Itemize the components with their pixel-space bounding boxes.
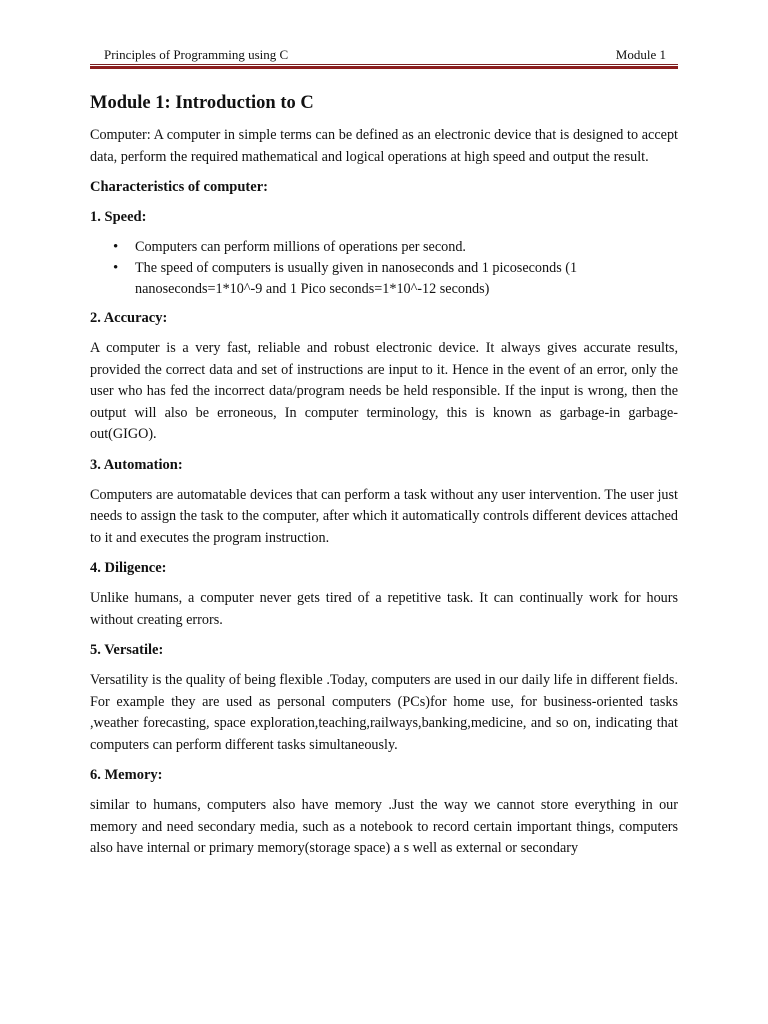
versatile-heading: 5. Versatile: (90, 642, 164, 658)
module-title: Module 1: Introduction to C (90, 93, 314, 113)
list-item: • Computers can perform millions of operations per second. (135, 237, 678, 258)
diligence-paragraph: Unlike humans, a computer never gets tired of a repetitive task. It can continually work for hours without creating errors. (90, 590, 678, 628)
speed-bullet-list (90, 237, 678, 300)
memory-heading: 6. Memory: (90, 767, 163, 783)
header-rule-thick (90, 66, 678, 69)
header-module-label: Module 1 (615, 47, 666, 62)
intro-paragraph: Computer: A computer in simple terms can be defined as an electronic device that is designed to accept data, perform the required mathematical and logical operations at high speed and output the result. (90, 127, 678, 165)
speed-heading: 1. Speed: (90, 209, 147, 225)
document-body (90, 90, 678, 869)
accuracy-heading: 2. Accuracy: (90, 310, 168, 326)
list-item: • The speed of computers is usually given in nanoseconds and 1 picoseconds (1 nanoseconds=1*10^-9 and 1 Pico seconds=1*10^-12 seconds) (135, 258, 678, 300)
header-course-title: Principles of Programming using C (104, 47, 289, 62)
accuracy-paragraph: A computer is a very fast, reliable and robust electronic device. It always gives accurate results, provided the correct data and set of instructions are input to it. Hence in the event of an error, only the user who has fed the incorrect data/program needs be held responsible. If the input is wrong, then the output will also be erroneous, In computer terminology, this is known as garbage-in garbage-out(GIGO). (90, 340, 678, 442)
memory-paragraph: similar to humans, computers also have memory .Just the way we cannot store everything in our memory and need secondary media, such as a notebook to record certain important things, computers also have internal or primary memory(storage space) a s well as external or secondary (90, 797, 678, 856)
header-rule-thin (90, 64, 678, 65)
diligence-heading: 4. Diligence: (90, 560, 167, 576)
characteristics-heading: Characteristics of computer: (90, 179, 268, 195)
automation-paragraph: Computers are automatable devices that can perform a task without any user intervention. The user just needs to assign the task to the computer, after which it automatically controls different devices attached to it and executes the program instruction. (90, 486, 678, 546)
page-header (90, 0, 678, 70)
versatile-paragraph: Versatility is the quality of being flexible .Today, computers are used in our daily life in different fields. For example they are used as personal computers (PCs)for home use, for business-oriented tasks ,weather forecasting, space exploration,teaching,railways,banking,medicine, and so on, indicating that computers can perform different tasks simultaneously. (90, 672, 678, 753)
automation-heading: 3. Automation: (90, 456, 183, 473)
